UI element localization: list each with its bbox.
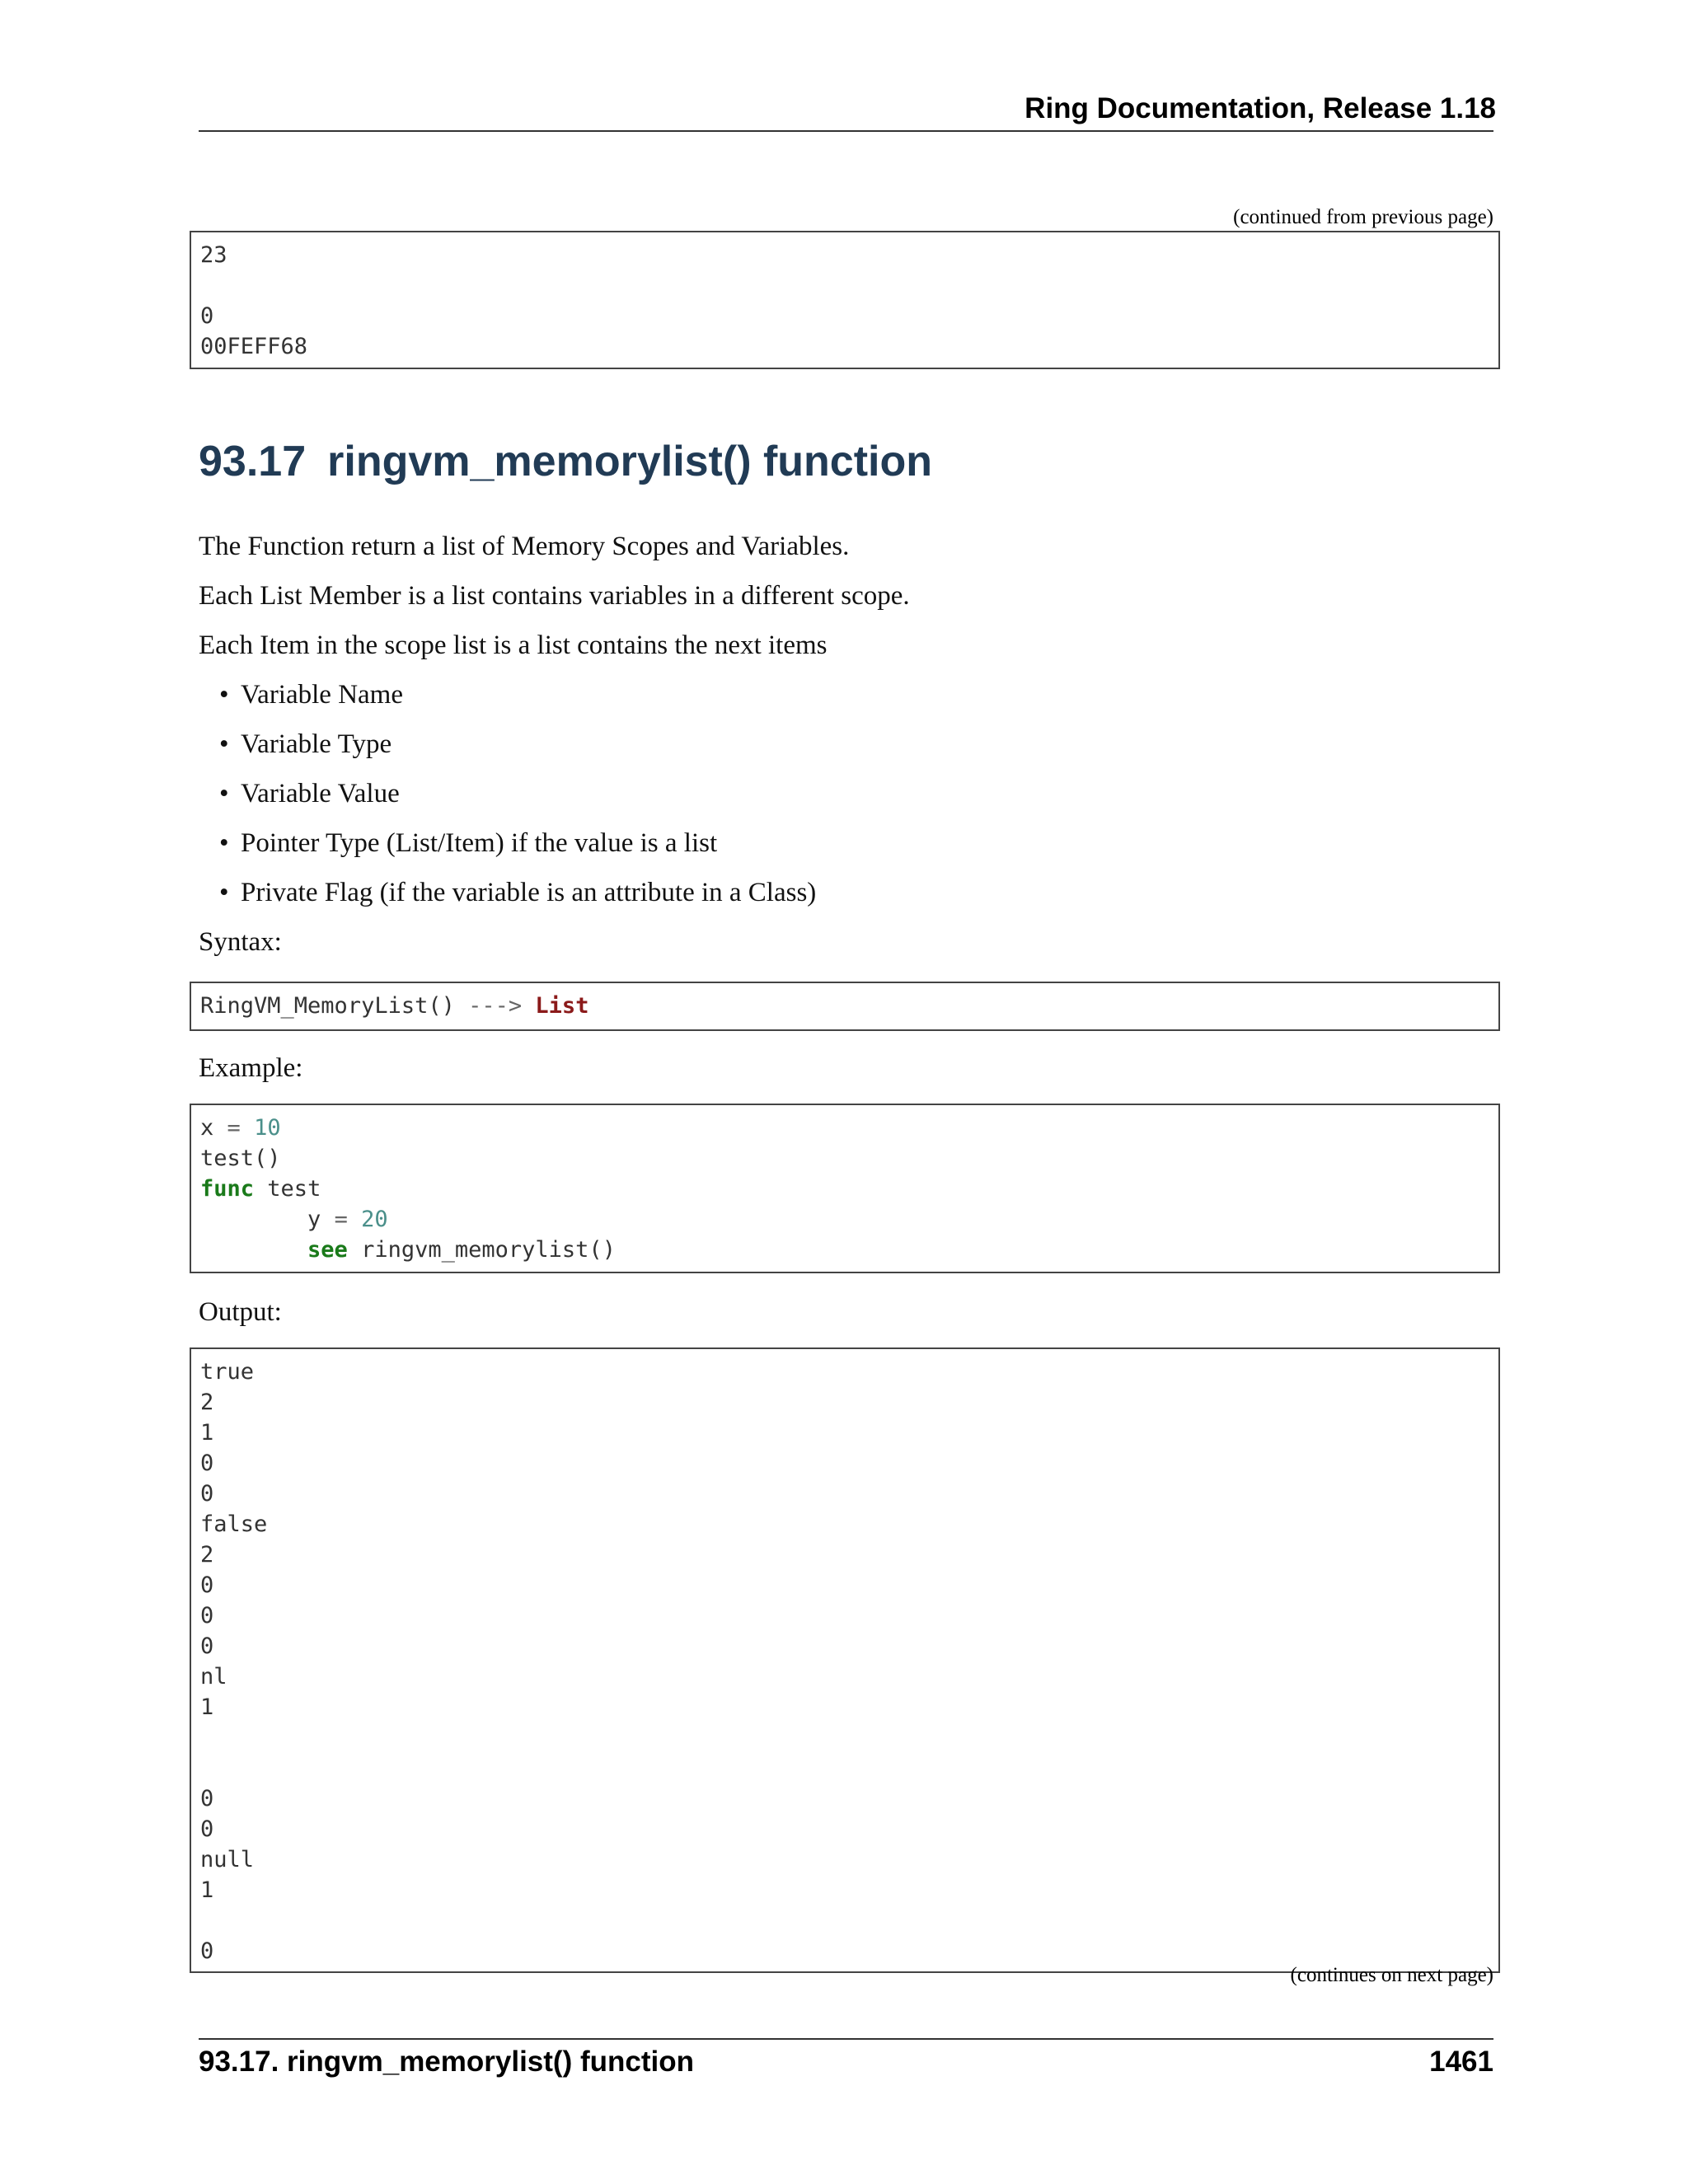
code-line: false (200, 1511, 268, 1537)
code-line: 0 (200, 1786, 214, 1811)
continues-on-next-note: (continues on next page) (1290, 1964, 1493, 1986)
code-operator: = (227, 1115, 241, 1141)
code-number: 10 (254, 1115, 281, 1141)
output-code-block (190, 1347, 1500, 1973)
code-identifier: x (200, 1115, 214, 1141)
section-title-text: ringvm_memorylist() function (327, 438, 933, 485)
code-line: 0 (200, 1603, 214, 1629)
code-call: test() (200, 1146, 281, 1171)
bullet-icon: • (219, 680, 229, 710)
list-item (219, 680, 403, 710)
list-item-text: Variable Type (241, 729, 392, 759)
syntax-arrow: ---> (468, 993, 523, 1019)
code-line (200, 1143, 281, 1174)
code-identifier: test (267, 1176, 321, 1202)
example-label: Example: (199, 1053, 303, 1083)
code-line: 1 (200, 1877, 214, 1903)
section-number: 93.17 (199, 438, 307, 485)
description-paragraph: Each List Member is a list contains variables in a different scope. (199, 581, 910, 611)
code-call: ringvm_memorylist() (361, 1237, 616, 1263)
previous-output-code-block (190, 231, 1500, 369)
code-line: 0 (200, 303, 214, 329)
list-item (219, 729, 392, 760)
running-header-title: Ring Documentation, Release 1.18 (1025, 92, 1496, 124)
code-line: nl (200, 1664, 227, 1690)
code-line: 00FEFF68 (200, 334, 308, 359)
code-line: 0 (200, 1816, 214, 1842)
list-item (219, 779, 400, 809)
list-item-text: Pointer Type (List/Item) if the value is a list (241, 828, 718, 858)
continued-from-previous-note: (continued from previous page) (1233, 206, 1493, 228)
code-line: 0 (200, 1451, 214, 1476)
list-item-text: Private Flag (if the variable is an attribute in a Class) (241, 878, 817, 907)
bullet-icon: • (219, 729, 229, 759)
code-identifier: y (307, 1207, 321, 1232)
output-label: Output: (199, 1297, 282, 1327)
code-line (200, 991, 588, 1021)
code-line: 0 (200, 1633, 214, 1659)
code-line (200, 1235, 616, 1265)
list-item (219, 878, 817, 908)
list-item-text: Variable Name (241, 680, 403, 710)
code-line: 2 (200, 1390, 214, 1415)
code-number: 20 (361, 1207, 388, 1232)
code-line: null (200, 1847, 255, 1872)
syntax-return-type: List (535, 993, 589, 1019)
code-line: 0 (200, 1938, 214, 1964)
header-rule (199, 130, 1493, 132)
list-item (219, 828, 718, 859)
page-number: 1461 (1429, 2046, 1493, 2078)
code-line: 1 (200, 1420, 214, 1446)
code-keyword: func (200, 1176, 255, 1202)
code-line: 23 (200, 242, 227, 268)
code-line: 0 (200, 1572, 214, 1598)
bullet-icon: • (219, 878, 229, 907)
code-keyword: see (307, 1237, 348, 1263)
bullet-icon: • (219, 828, 229, 858)
description-paragraph: The Function return a list of Memory Scopes and Variables. (199, 532, 850, 561)
code-line: 0 (200, 1481, 214, 1507)
code-line: 2 (200, 1542, 214, 1568)
code-line (200, 1113, 281, 1143)
code-operator: = (334, 1207, 348, 1232)
code-line: true (200, 1359, 255, 1385)
code-line: 1 (200, 1694, 214, 1720)
code-line (200, 1204, 388, 1235)
example-code-block (190, 1104, 1500, 1273)
syntax-code-block (190, 982, 1500, 1031)
footer-rule (199, 2038, 1493, 2040)
syntax-call: RingVM_MemoryList() (200, 993, 455, 1019)
syntax-label: Syntax: (199, 927, 282, 957)
section-heading (199, 437, 932, 486)
bullet-icon: • (219, 779, 229, 808)
code-line (200, 1174, 321, 1204)
description-paragraph: Each Item in the scope list is a list contains the next items (199, 630, 828, 660)
list-item-text: Variable Value (241, 779, 400, 808)
footer-section-title: 93.17. ringvm_memorylist() function (199, 2046, 694, 2078)
